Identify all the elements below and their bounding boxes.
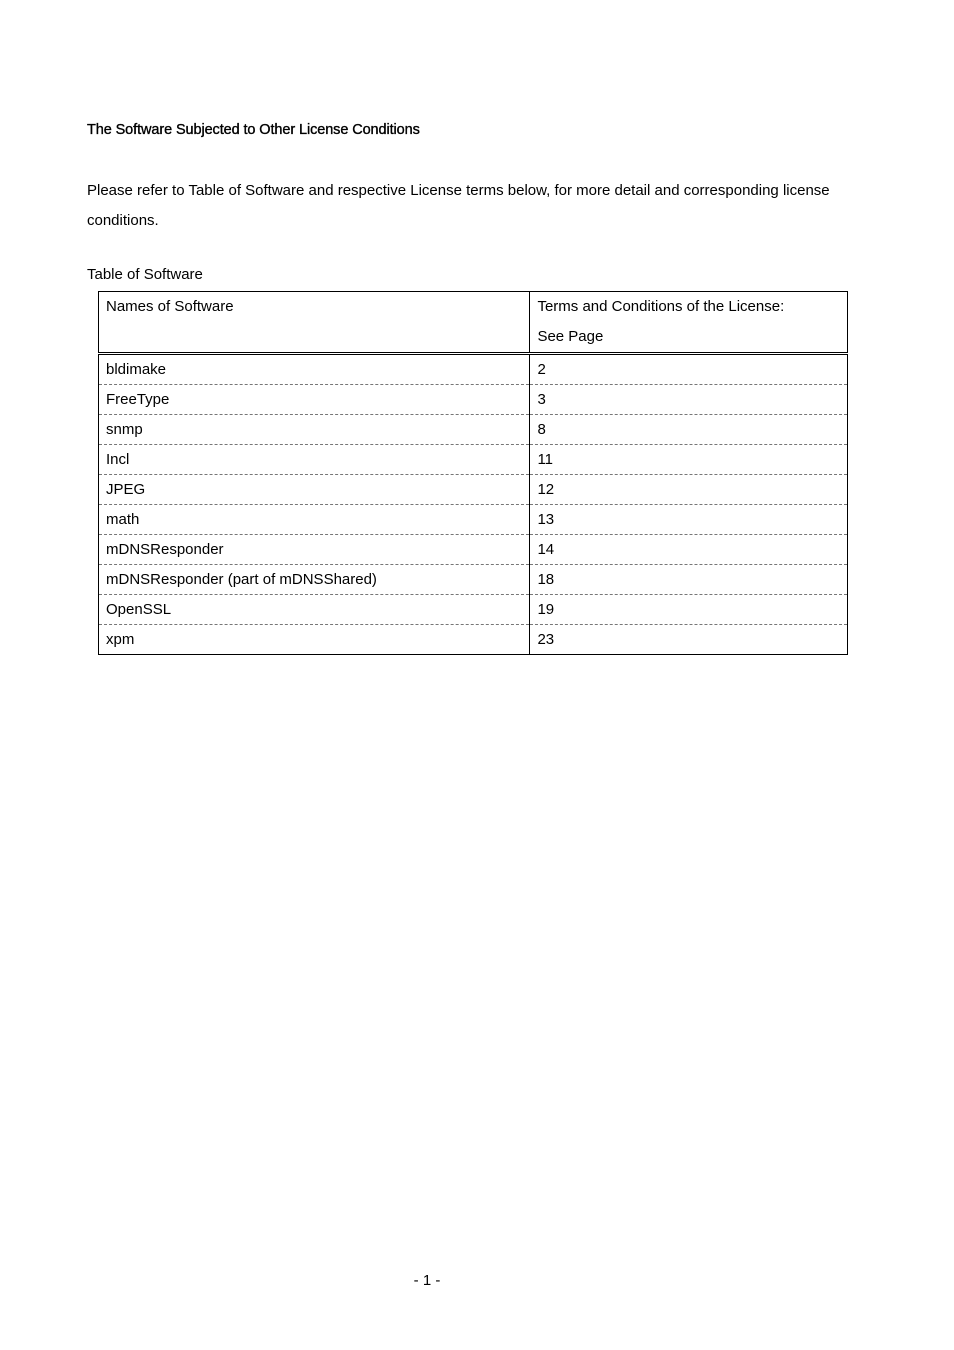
- intro-paragraph: Please refer to Table of Software and respective License terms below, for more detail and corresponding license conditions.: [87, 182, 830, 229]
- header-license-page: [530, 292, 848, 354]
- software-name: JPEG: [99, 475, 530, 505]
- header-license-line1: Terms and Conditions of the License:: [537, 298, 785, 315]
- table-row: [99, 415, 848, 445]
- software-name: FreeType: [99, 385, 530, 415]
- license-page: 12: [530, 475, 848, 505]
- header-software-name: Names of Software: [99, 292, 530, 354]
- table-row: [99, 505, 848, 535]
- license-page: 2: [530, 354, 848, 385]
- software-name: OpenSSL: [99, 595, 530, 625]
- license-page: 19: [530, 595, 848, 625]
- table-header-row: [99, 292, 848, 354]
- table-row: [99, 535, 848, 565]
- license-page: 18: [530, 565, 848, 595]
- license-page: 14: [530, 535, 848, 565]
- license-page: 8: [530, 415, 848, 445]
- license-page: 3: [530, 385, 848, 415]
- software-name: mDNSResponder (part of mDNSShared): [99, 565, 530, 595]
- software-name: xpm: [99, 625, 530, 655]
- table-row: [99, 595, 848, 625]
- software-name: Incl: [99, 445, 530, 475]
- software-name: math: [99, 505, 530, 535]
- software-name: bldimake: [99, 354, 530, 385]
- license-page: 13: [530, 505, 848, 535]
- table-caption: Table of Software: [87, 266, 203, 283]
- software-name: mDNSResponder: [99, 535, 530, 565]
- software-table: [98, 291, 848, 655]
- table-row: [99, 354, 848, 385]
- table-row: [99, 625, 848, 655]
- page-heading: The Software Subjected to Other License Conditions: [87, 122, 420, 138]
- table-row: [99, 445, 848, 475]
- license-page: 23: [530, 625, 848, 655]
- table-row: [99, 475, 848, 505]
- header-license-line2: See Page: [537, 328, 604, 345]
- table-row: [99, 385, 848, 415]
- software-name: snmp: [99, 415, 530, 445]
- table-row: [99, 565, 848, 595]
- page-number: - 1 -: [413, 1272, 441, 1289]
- license-page: 11: [530, 445, 848, 475]
